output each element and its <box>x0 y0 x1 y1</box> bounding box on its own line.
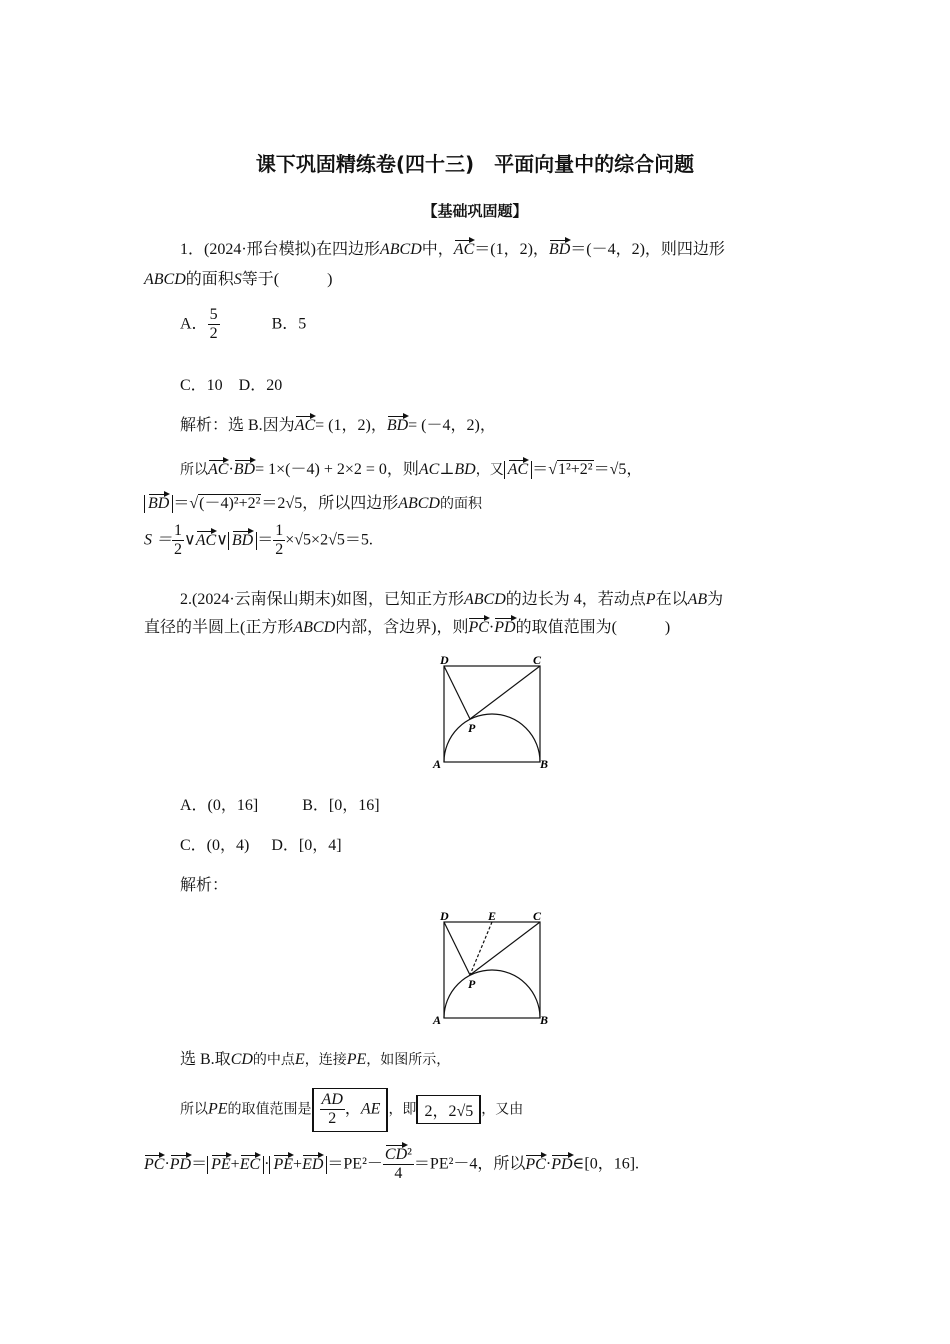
q2-solution-label: 解析： <box>180 877 229 894</box>
label-p: P <box>468 721 476 735</box>
q2-stem-line1: 2.(2024·云南保山期末)如图，已知正方形ABCD的边长为 4，若动点P在以AB为 <box>180 591 724 608</box>
label-b: B <box>540 757 549 771</box>
label-c: C <box>533 909 542 923</box>
q1-options-cd: C．10 D．20 <box>180 377 283 394</box>
vector-bd: BD <box>548 241 571 258</box>
fraction-five-halves: $\frac{5}{2}$ <box>209 306 218 343</box>
q2-solution-line1: 选 B.取CD的中点E，连接PE，如图所示， <box>180 1051 451 1068</box>
q1-solution-line4: S ＝ $\frac{1}{2}$ ∨AC∨ BD ＝ $\frac{1}{2}$ ×√5×2√5＝5. <box>144 522 373 559</box>
label-b: B <box>540 1013 549 1027</box>
q2-options-ab: A．(0，16] B．[0，16] <box>180 797 380 814</box>
q1-solution-line2: 所以AC·BD= 1×(－4) + 2×2 = 0，则AC⊥BD，又 AC ＝√1²+2²＝√5， <box>180 461 643 478</box>
label-d: D <box>440 653 449 667</box>
q2-solution-line3: PC·PD＝ PE+EC · PE+ED ＝PE²－ $\frac{\text{CD²}}{4}$ ＝PE²－4，所以PC·PD∈[0，16]. <box>144 1146 640 1183</box>
q2-options-cd: C．(0，4) D．[0，4] <box>180 837 342 854</box>
q1-stem-line2: ABCD的面积S等于( ) <box>144 271 333 288</box>
figure-square-semicircle-midpoint <box>430 908 560 1032</box>
label-a: A <box>433 1013 442 1027</box>
q2-solution-line2: 所以PE的取值范围是 $\frac{AD}{2}$ ，AE ，即 2，2√5 ，又由 <box>180 1088 523 1132</box>
label-a: A <box>433 757 442 771</box>
section-heading: 【基础巩固题】 <box>422 202 528 220</box>
q1-options-ab: A． $\frac{5}{2}$ B．5 <box>180 306 307 343</box>
q2-stem-line2: 直径的半圆上(正方形ABCD内部，含边界)，则PC·PD的取值范围为( ) <box>144 619 671 636</box>
figure-square-semicircle <box>430 652 560 776</box>
q1-stem-line1: 1．(2024·邢台模拟)在四边形ABCD中，AC＝(1，2)，BD＝(－4，2)，则四边形 <box>180 241 725 258</box>
q1-solution-line1: 解析：选 B.因为AC= (1，2)，BD= (－4，2)， <box>180 417 496 434</box>
label-p: P <box>468 977 476 991</box>
label-c: C <box>533 653 542 667</box>
label-d: D <box>440 909 449 923</box>
label-e: E <box>488 909 497 923</box>
q1-solution-line3: BD ＝√(－4)²+2²＝2√5，所以四边形ABCD的面积 <box>144 490 482 513</box>
page-title: 课下巩固精练卷(四十三) 平面向量中的综合问题 <box>255 152 695 176</box>
vector-ac: AC <box>453 241 475 258</box>
